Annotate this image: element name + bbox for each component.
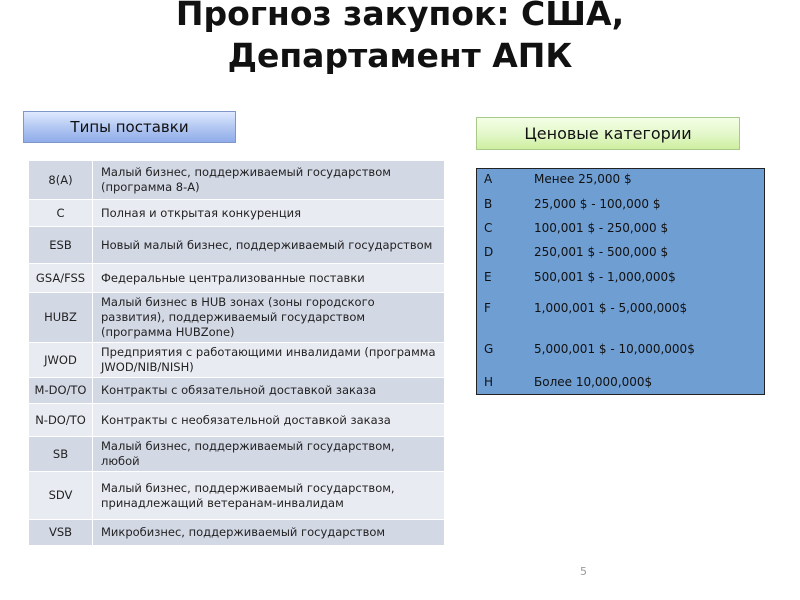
price-code: H xyxy=(484,375,494,389)
table-row xyxy=(29,200,445,227)
price-code: F xyxy=(484,301,491,315)
table-row xyxy=(29,227,445,264)
delivery-code: N-DO/TO xyxy=(29,404,93,437)
delivery-code: M-DO/TO xyxy=(29,378,93,404)
delivery-description: Малый бизнес, поддерживаемый государством (программа 8-А) xyxy=(93,161,445,200)
delivery-code: SB xyxy=(29,437,93,472)
table-row xyxy=(29,343,445,378)
delivery-types-header: Типы поставки xyxy=(23,111,236,143)
delivery-description: Контракты с обязательной доставкой заказа xyxy=(93,378,445,404)
delivery-types-table xyxy=(28,160,445,546)
price-code: A xyxy=(484,172,493,186)
price-code: E xyxy=(484,270,492,284)
price-categories-header: Ценовые категории xyxy=(476,117,740,150)
page-number: 5 xyxy=(580,565,587,578)
table-row xyxy=(29,264,445,293)
title-line-1: Прогноз закупок: США, xyxy=(175,0,625,33)
price-range: 100,001 $ - 250,000 $ xyxy=(534,221,669,235)
delivery-description: Новый малый бизнес, поддерживаемый государством xyxy=(93,227,445,264)
table-row xyxy=(29,293,445,343)
delivery-description: Контракты с необязательной доставкой заказа xyxy=(93,404,445,437)
table-row xyxy=(29,437,445,472)
price-code: C xyxy=(484,221,493,235)
delivery-description: Малый бизнес, поддерживаемый государством, любой xyxy=(93,437,445,472)
table-row xyxy=(29,404,445,437)
delivery-description: Полная и открытая конкуренция xyxy=(93,200,445,227)
delivery-code: SDV xyxy=(29,472,93,520)
delivery-code: 8(A) xyxy=(29,161,93,200)
price-range: 250,001 $ - 500,000 $ xyxy=(534,245,669,259)
delivery-code: JWOD xyxy=(29,343,93,378)
price-range: Более 10,000,000$ xyxy=(534,375,653,389)
delivery-description: Малый бизнес, поддерживаемый государством, принадлежащий ветеранам-инвалидам xyxy=(93,472,445,520)
table-row xyxy=(29,520,445,546)
price-code: G xyxy=(484,342,494,356)
price-range: Менее 25,000 $ xyxy=(534,172,632,186)
delivery-description: Федеральные централизованные поставки xyxy=(93,264,445,293)
delivery-description: Микробизнес, поддерживаемый государством xyxy=(93,520,445,546)
table-row xyxy=(29,378,445,404)
delivery-code: ESB xyxy=(29,227,93,264)
delivery-description: Предприятия с работающими инвалидами (программа JWOD/NIB/NISH) xyxy=(93,343,445,378)
price-range: 25,000 $ - 100,000 $ xyxy=(534,197,661,211)
price-code: B xyxy=(484,197,493,211)
price-range: 5,000,001 $ - 10,000,000$ xyxy=(534,342,695,356)
slide-title xyxy=(0,0,800,77)
price-code: D xyxy=(484,245,494,259)
delivery-description: Малый бизнес в HUB зонах (зоны городского развития), поддерживаемый государством (программа HUBZone) xyxy=(93,293,445,343)
price-categories-table xyxy=(476,168,765,395)
table-row xyxy=(29,161,445,200)
price-range: 500,001 $ - 1,000,000$ xyxy=(534,270,676,284)
title-line-2: Департамент АПК xyxy=(227,36,573,75)
table-row xyxy=(29,472,445,520)
delivery-code: VSB xyxy=(29,520,93,546)
delivery-code: GSA/FSS xyxy=(29,264,93,293)
delivery-code: HUBZ xyxy=(29,293,93,343)
delivery-code: C xyxy=(29,200,93,227)
price-range: 1,000,001 $ - 5,000,000$ xyxy=(534,301,688,315)
